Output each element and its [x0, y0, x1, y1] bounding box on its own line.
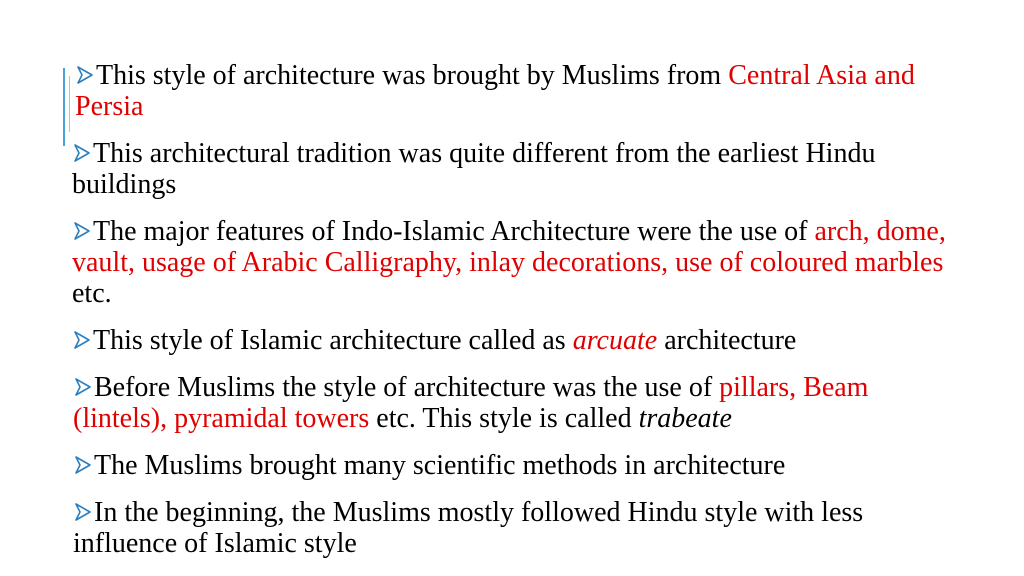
bullet-highlight: Central Asia and Persia — [75, 60, 915, 122]
bullet-text-tail: etc. This style is called — [369, 403, 639, 434]
bullet-item-6 — [73, 450, 958, 481]
arrow-bullet-icon — [72, 330, 92, 350]
bullet-text: This style of Islamic architecture called as — [93, 325, 573, 356]
bullet-highlight: pillars, Beam (lintels), pyramidal towers — [73, 372, 869, 434]
arrow-bullet-icon — [72, 143, 92, 163]
bullet-item-5 — [73, 372, 958, 434]
arrow-bullet-icon — [73, 455, 93, 475]
bullet-italic-term: trabeate — [638, 403, 732, 434]
accent-line — [63, 68, 65, 146]
arrow-bullet-icon — [73, 377, 93, 397]
bullet-text: The Muslims brought many scientific methods in architecture — [94, 450, 786, 481]
bullet-item-7 — [73, 497, 958, 559]
bullet-item-3 — [72, 216, 958, 309]
arrow-bullet-icon — [75, 65, 95, 85]
bullet-text: This architectural tradition was quite different from the earliest Hindu buildings — [72, 138, 876, 200]
accent-line-thin — [69, 76, 70, 132]
arrow-bullet-icon — [72, 221, 92, 241]
bullet-item-2 — [72, 138, 958, 200]
bullet-text: In the beginning, the Muslims mostly followed Hindu style with less influence of Islamic style — [73, 497, 864, 559]
arrow-bullet-icon — [73, 502, 93, 522]
bullet-item-1 — [75, 60, 958, 122]
bullet-text-tail: architecture — [657, 325, 797, 356]
bullet-list — [72, 60, 958, 575]
bullet-item-4 — [72, 325, 958, 356]
bullet-highlight-italic: arcuate — [572, 325, 658, 356]
bullet-text-tail: etc. — [72, 278, 112, 309]
bullet-text: The major features of Indo-Islamic Architecture were the use of — [93, 216, 815, 247]
bullet-text: Before Muslims the style of architecture was the use of — [94, 372, 720, 403]
bullet-highlight: arch, dome, vault, usage of Arabic Calligraphy, inlay decorations, use of coloured marbles — [72, 216, 946, 278]
bullet-text: This style of architecture was brought by Muslims from — [96, 60, 729, 91]
